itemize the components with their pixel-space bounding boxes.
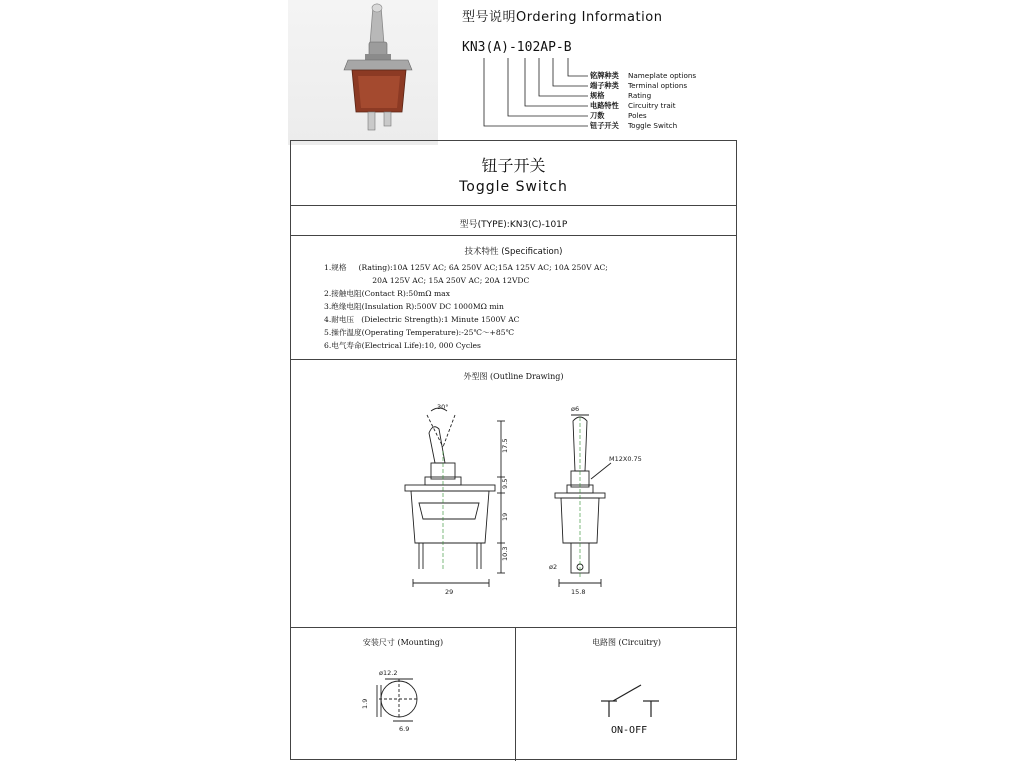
divider — [291, 627, 736, 628]
dim-top: ø6 — [571, 405, 580, 413]
spec-item: 1.规格 (Rating):10A 125V AC; 6A 250V AC;15A 125V AC; 10A 250V AC; — [324, 263, 608, 272]
spec-title: 技术特性 (Specification) — [464, 247, 563, 257]
ordering-title: 型号说明Ordering Information — [462, 10, 663, 25]
divider — [291, 205, 736, 206]
datasheet-frame — [290, 140, 737, 760]
spec-list — [324, 261, 608, 352]
dim-side-width: 15.8 — [571, 588, 586, 596]
spec-item: 3.绝缘电阻(Insulation R):500V DC 1000MΩ min — [324, 302, 504, 311]
dim-thread: M12X0.75 — [609, 455, 642, 463]
sheet-title-cn: 钮子开关 — [481, 156, 546, 175]
dim-angle: 30° — [437, 403, 449, 411]
ordering-code: KN3(A)-102AP-B — [462, 40, 572, 55]
mounting-drawing — [351, 661, 461, 751]
spec-item: 6.电气寿命(Electrical Life):10, 000 Cycles — [324, 341, 481, 350]
mount-dim-dia: ø12.2 — [379, 669, 398, 677]
option-circuitry: 电路特性 Circuitry trait — [590, 101, 676, 110]
circuit-diagram — [591, 671, 681, 741]
spec-item: 2.接触电阻(Contact R):50mΩ max — [324, 289, 450, 298]
circuit-label: ON-OFF — [611, 725, 648, 736]
mount-dim-h: 1.9 — [361, 698, 369, 709]
mounting-title: 安装尺寸 (Mounting) — [362, 638, 444, 647]
drawing-title: 外型图 (Outline Drawing) — [463, 372, 564, 381]
spec-item: 4.耐电压 (Dielectric Strength):1 Minute 1500V AC — [324, 315, 520, 324]
divider — [291, 235, 736, 236]
dim-d1: 17.5 — [501, 438, 509, 453]
mount-dim-w: 6.9 — [399, 725, 410, 733]
dim-d4: 10.3 — [501, 546, 509, 561]
option-poles: 刀数 Poles — [590, 111, 647, 120]
option-rating: 规格 Rating — [590, 91, 652, 100]
option-toggle-switch: 钮子开关 Toggle Switch — [590, 121, 678, 130]
side-outline-drawing — [549, 401, 659, 601]
ordering-leader-lines — [460, 56, 600, 136]
front-outline-drawing — [391, 401, 521, 601]
divider — [291, 359, 736, 360]
dim-width: 29 — [445, 588, 454, 596]
toggle-switch-photo — [340, 0, 430, 135]
circuitry-title: 电路图 (Circuitry) — [591, 638, 662, 647]
dim-d2: 9.5 — [501, 478, 509, 489]
option-nameplate: 铭牌种类 Nameplate options — [590, 71, 697, 80]
spec-item: 20A 125V AC; 15A 250V AC; 20A 12VDC — [324, 276, 530, 285]
dim-d3: 19 — [501, 512, 509, 521]
type-line: 型号(TYPE):KN3(C)-101P — [459, 220, 568, 230]
spec-item: 5.操作温度(Operating Temperature):-25℃～+85℃ — [324, 328, 515, 337]
sheet-title-en: Toggle Switch — [459, 179, 568, 195]
dim-hole: ø2 — [549, 563, 558, 571]
option-terminal: 端子种类 Terminal options — [590, 81, 688, 90]
